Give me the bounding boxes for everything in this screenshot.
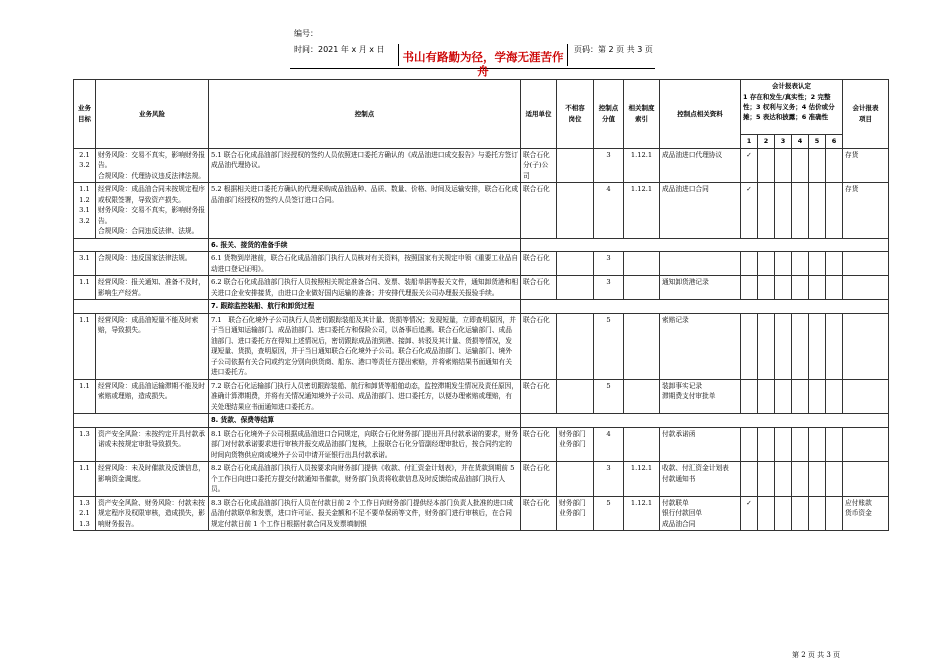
cell-assert-6 xyxy=(826,276,843,300)
cell-assert-1 xyxy=(741,462,758,497)
cell-unit: 联合石化 xyxy=(521,496,557,531)
cell-assert-2 xyxy=(758,496,775,531)
cell-assert-3 xyxy=(775,313,792,379)
section-row xyxy=(74,300,889,314)
cell-incompat xyxy=(557,183,594,239)
cell-material: 通知卸货港记录 xyxy=(660,276,741,300)
cell-score: 3 xyxy=(594,462,624,497)
table-row xyxy=(74,252,889,276)
cell-item xyxy=(843,313,889,379)
cell-unit: 联合石化 xyxy=(521,462,557,497)
cell-material: 索赔记录 xyxy=(660,313,741,379)
cell-target: 1.1 xyxy=(74,313,96,379)
cell-assert-3 xyxy=(775,379,792,414)
cell-control: 8.3 联合石化成品油部门执行人员在付款日前 2 个工作日向财务部门提供经本部门负责人批准的进口成品油付款联单和发票，进口许可证、报关金额和不足不要单保函等文件，财务部门进行审核后，在合同规定付款日前 1 个工作日根据付款合同及发票填制银 xyxy=(209,496,521,531)
page-header xyxy=(290,26,655,78)
col-num-6: 6 xyxy=(826,135,843,149)
cell-unit: 联合石化 xyxy=(521,276,557,300)
cell-assert-3 xyxy=(775,462,792,497)
cell-item xyxy=(843,462,889,497)
col-num-1: 1 xyxy=(741,135,758,149)
cell-score: 3 xyxy=(594,148,624,183)
cell-score: 5 xyxy=(594,313,624,379)
cell-unit: 联合石化分(子)公司 xyxy=(521,148,557,183)
cell-item xyxy=(843,427,889,462)
cell-control: 7.1 联合石化境外子公司执行人员密切跟踪装船及其计量、货损等情况；发现短量，立即查明原因，并于当日通知运输部门、成品油部门、进口委托方和保险公司，以备事后追溯。联合石化运输部门、成品油部门、进口委托方在得知上述情况后，密切跟踪成品油到港、接卸、转驳及其计量、货损等情况，发现短量、货损，查明原因，并于当日通知联合石化境外子公司。联合石化成品油部门、运输部门、境外子公司依据有关合同或约定分别向供货商、船东、港口等责任方提出索赔，并将索赔结果书面通知有关进口委托方。 xyxy=(209,313,521,379)
doc-time: 时间：2021 年 x 月 x 日 xyxy=(294,45,385,54)
cell-target: 1.1 1.2 3.1 3.2 xyxy=(74,183,96,239)
col-num-4: 4 xyxy=(792,135,809,149)
cell-assert-6 xyxy=(826,183,843,239)
doc-number: 编号： xyxy=(294,29,318,38)
cell-material xyxy=(660,252,741,276)
cell-score: 5 xyxy=(594,496,624,531)
cell-assert-6 xyxy=(826,427,843,462)
cell-target: 1.3 2.1 1.3 xyxy=(74,496,96,531)
cell-item: 存货 xyxy=(843,148,889,183)
cell-assert-4 xyxy=(792,462,809,497)
cell-assert-1 xyxy=(741,427,758,462)
cell-assert-4 xyxy=(792,379,809,414)
cell-incompat xyxy=(557,379,594,414)
section-blank-rest xyxy=(521,238,889,252)
table-row xyxy=(74,379,889,414)
cell-risk: 财务风险：交易不真实，影响财务报告。 合规风险：代理协议违反法律法规。 xyxy=(96,148,209,183)
section-blank-rest xyxy=(521,414,889,428)
cell-assert-2 xyxy=(758,313,775,379)
section-row xyxy=(74,414,889,428)
cell-control: 6.2 联合石化成品油部门执行人员按照相关规定准备合同、发票、装船单据等报关文件，通知卸货港和相关进口企业安排接货，由进口企业做好国内运输的准备；并安排代理报关公司办理报关报验手续。 xyxy=(209,276,521,300)
cell-incompat xyxy=(557,313,594,379)
page-footer: 第 2 页 共 3 页 xyxy=(792,651,841,659)
cell-item: 应付账款 货币资金 xyxy=(843,496,889,531)
cell-assert-3 xyxy=(775,276,792,300)
cell-assert-5 xyxy=(809,496,826,531)
cell-assert-2 xyxy=(758,148,775,183)
cell-assert-1 xyxy=(741,276,758,300)
cell-target: 1.1 xyxy=(74,379,96,414)
cell-risk: 经营风险：未及时催款及反馈信息，影响资金调度。 xyxy=(96,462,209,497)
cell-item: 存货 xyxy=(843,183,889,239)
cell-assert-4 xyxy=(792,148,809,183)
cell-target: 2.1 3.2 xyxy=(74,148,96,183)
cell-assert-5 xyxy=(809,379,826,414)
cell-assert-4 xyxy=(792,427,809,462)
cell-unit: 联合石化 xyxy=(521,183,557,239)
cell-assert-2 xyxy=(758,183,775,239)
cell-control: 5.2 根据相关进口委托方确认的代理采购成品油品种、品质、数量、价格、时间及运输安排，联合石化成品油部门经授权的签约人员签订进口合同。 xyxy=(209,183,521,239)
col-accounting xyxy=(741,80,843,135)
cell-control: 6.1 货物到岸港前，联合石化成品油部门执行人员核对有关资料，按照国家有关规定申领《重要工业品自动进口登记证明》。 xyxy=(209,252,521,276)
cell-risk: 经营风险：成品油运输滞期不能及时索赔或理赔，造成损失。 xyxy=(96,379,209,414)
cell-incompat: 财务部门 业务部门 xyxy=(557,496,594,531)
cell-assert-4 xyxy=(792,252,809,276)
cell-assert-1 xyxy=(741,379,758,414)
cell-risk: 经营风险：报关通知、准备不及时，影响生产经营。 xyxy=(96,276,209,300)
col-score: 控制点 分值 xyxy=(594,80,624,149)
col-num-2: 2 xyxy=(758,135,775,149)
col-material: 控制点相关资料 xyxy=(660,80,741,149)
cell-score: 3 xyxy=(594,252,624,276)
cell-score: 3 xyxy=(594,276,624,300)
cell-assert-1 xyxy=(741,313,758,379)
col-incompat: 不相容 岗位 xyxy=(557,80,594,149)
section-title: 8. 货款、保费等结算 xyxy=(209,414,521,428)
section-blank-rest xyxy=(521,300,889,314)
header-page: 页码：第 2 页 共 3 页 xyxy=(574,45,653,54)
cell-assert-4 xyxy=(792,496,809,531)
cell-assert-5 xyxy=(809,276,826,300)
cell-unit: 联合石化 xyxy=(521,313,557,379)
cell-assert-4 xyxy=(792,183,809,239)
section-row xyxy=(74,238,889,252)
cell-assert-6 xyxy=(826,462,843,497)
col-target: 业务 目标 xyxy=(74,80,96,149)
header-row-1 xyxy=(74,80,889,135)
cell-assert-6 xyxy=(826,252,843,276)
col-control: 控制点 xyxy=(209,80,521,149)
cell-incompat xyxy=(557,276,594,300)
accounting-desc: 1 存在和发生/真实性；2 完整性；3 权利与义务；4 估价或分摊；5 表达和披露；6 准确性 xyxy=(743,92,835,121)
accounting-group-title: 会计报表认定 xyxy=(772,82,812,90)
cell-index: 1.12.1 xyxy=(624,183,660,239)
cell-control: 8.1 联合石化境外子公司根据成品油进口合同规定，向联合石化财务部门提出开具付款承诺的要求，财务部门对付款承诺要求进行审核并报交成品油部门复核，上报联合石化分管副经理审批后，按合同约定的时间向货物供应商或境外子公司申请开证银行出具付款承诺。 xyxy=(209,427,521,462)
cell-incompat: 财务部门 业务部门 xyxy=(557,427,594,462)
cell-control: 5.1 联合石化成品油部门经授权的签约人员依照进口委托方确认的《成品油进口成交报告》与委托方签订成品油代理协议。 xyxy=(209,148,521,183)
col-unit: 适用单位 xyxy=(521,80,557,149)
cell-assert-6 xyxy=(826,313,843,379)
cell-control: 8.2 联合石化成品油部门执行人员按要求向财务部门提供《收款、付汇资金计划表》，并在货款到期前 5 个工作日向进口委托方提交付款通知书催款，财务部门负责将收款信息及时反馈给成品油部门执行人员。 xyxy=(209,462,521,497)
cell-risk: 资产安全风险、财务风险：付款未按规定程序及权限审核，造成损失，影响财务报告。 xyxy=(96,496,209,531)
cell-risk: 资产安全风险：未按约定开具付款承诺或未按规定审批导致损失。 xyxy=(96,427,209,462)
cell-target: 1.1 xyxy=(74,462,96,497)
cell-assert-3 xyxy=(775,427,792,462)
cell-target: 1.1 xyxy=(74,276,96,300)
col-num-3: 3 xyxy=(775,135,792,149)
cell-score: 4 xyxy=(594,427,624,462)
cell-assert-3 xyxy=(775,148,792,183)
cell-assert-2 xyxy=(758,276,775,300)
table-row xyxy=(74,496,889,531)
section-blank xyxy=(74,300,209,314)
cell-assert-4 xyxy=(792,276,809,300)
cell-assert-1: ✓ xyxy=(741,496,758,531)
section-title: 6. 报关、接货的准备手续 xyxy=(209,238,521,252)
table-row xyxy=(74,313,889,379)
cell-index: 1.12.1 xyxy=(624,148,660,183)
cell-unit: 联合石化 xyxy=(521,252,557,276)
cell-score: 4 xyxy=(594,183,624,239)
cell-risk: 经营风险：成品油短量不能及时索赔，导致损失。 xyxy=(96,313,209,379)
cell-assert-3 xyxy=(775,496,792,531)
header-motto: 书山有路勤为径，学海无涯苦作舟 xyxy=(398,44,568,66)
cell-assert-1: ✓ xyxy=(741,183,758,239)
control-matrix-table xyxy=(73,79,889,531)
table-row xyxy=(74,276,889,300)
cell-target: 3.1 xyxy=(74,252,96,276)
cell-material: 装卸事实记录 滞期费支付审批单 xyxy=(660,379,741,414)
table-row xyxy=(74,427,889,462)
cell-material: 付款承诺函 xyxy=(660,427,741,462)
cell-incompat xyxy=(557,462,594,497)
cell-assert-2 xyxy=(758,427,775,462)
cell-score: 5 xyxy=(594,379,624,414)
table-row xyxy=(74,183,889,239)
cell-material: 付款联单 银行付款回单 成品油合同 xyxy=(660,496,741,531)
cell-assert-5 xyxy=(809,462,826,497)
cell-material: 成品油进口代理协议 xyxy=(660,148,741,183)
cell-assert-5 xyxy=(809,427,826,462)
cell-unit: 联合石化 xyxy=(521,427,557,462)
cell-material: 成品油进口合同 xyxy=(660,183,741,239)
cell-assert-5 xyxy=(809,148,826,183)
cell-assert-1 xyxy=(741,252,758,276)
cell-unit: 联合石化 xyxy=(521,379,557,414)
cell-item xyxy=(843,276,889,300)
cell-control: 7.2 联合石化运输部门执行人员密切跟踪装船、航行和卸货等船舶动态，监控滞期发生情况及责任原因，准确计算滞期费，并将有关情况通知境外子公司、成品油部门、进口委托方，以便办理索赔或理赔，有关处理结果应书面通知进口委托方。 xyxy=(209,379,521,414)
cell-assert-1: ✓ xyxy=(741,148,758,183)
cell-index xyxy=(624,276,660,300)
cell-assert-5 xyxy=(809,183,826,239)
section-title: 7. 跟踪监控装船、航行和卸货过程 xyxy=(209,300,521,314)
cell-assert-4 xyxy=(792,313,809,379)
cell-assert-2 xyxy=(758,252,775,276)
table-body xyxy=(74,148,889,531)
cell-index xyxy=(624,313,660,379)
cell-index xyxy=(624,379,660,414)
cell-assert-5 xyxy=(809,313,826,379)
col-risk: 业务风险 xyxy=(96,80,209,149)
cell-assert-2 xyxy=(758,462,775,497)
section-blank xyxy=(74,238,209,252)
cell-incompat xyxy=(557,148,594,183)
cell-index: 1.12.1 xyxy=(624,462,660,497)
cell-incompat xyxy=(557,252,594,276)
cell-risk: 经营风险：成品油合同未按规定程序或权限签署，导致资产损失。 财务风险：交易不真实，影响财务报告。 合规风险：合同违反法律、法规。 xyxy=(96,183,209,239)
cell-index: 1.12.1 xyxy=(624,496,660,531)
cell-index xyxy=(624,427,660,462)
cell-assert-3 xyxy=(775,183,792,239)
cell-assert-6 xyxy=(826,496,843,531)
cell-assert-3 xyxy=(775,252,792,276)
cell-target: 1.3 xyxy=(74,427,96,462)
table-row xyxy=(74,462,889,497)
cell-item xyxy=(843,252,889,276)
section-blank xyxy=(74,414,209,428)
col-num-5: 5 xyxy=(809,135,826,149)
col-item: 会计报表 项目 xyxy=(843,80,889,149)
col-index: 相关制度 索引 xyxy=(624,80,660,149)
cell-item xyxy=(843,379,889,414)
cell-material: 收款、付汇资金计划表 付款通知书 xyxy=(660,462,741,497)
cell-assert-6 xyxy=(826,379,843,414)
cell-assert-6 xyxy=(826,148,843,183)
cell-index xyxy=(624,252,660,276)
cell-assert-5 xyxy=(809,252,826,276)
cell-assert-2 xyxy=(758,379,775,414)
cell-risk: 合规风险：违反国家法律法规。 xyxy=(96,252,209,276)
table-row xyxy=(74,148,889,183)
